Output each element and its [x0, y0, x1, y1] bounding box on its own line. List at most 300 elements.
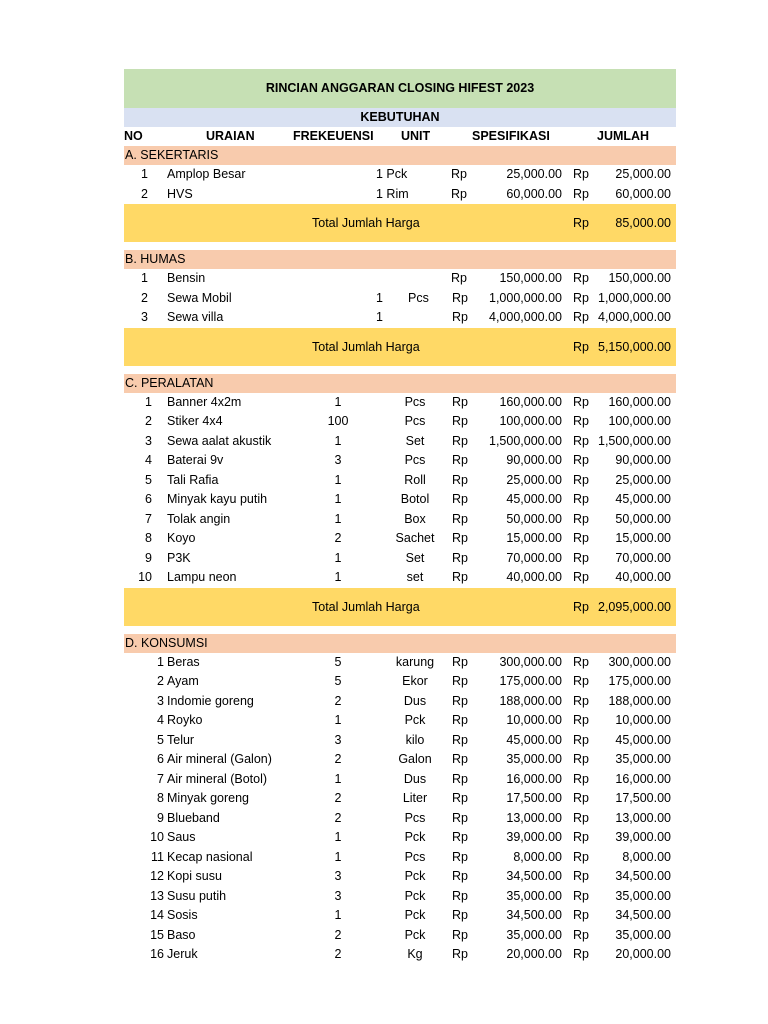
cell-unit: Ekor	[402, 674, 428, 688]
cell-rp: Rp	[573, 511, 589, 526]
cell-unit: kilo	[405, 732, 425, 747]
cell-uraian: Baterai 9v	[167, 453, 224, 467]
table-row	[124, 269, 676, 289]
table-row	[124, 731, 676, 751]
table-row	[124, 185, 676, 205]
cell-rp: Rp	[573, 453, 589, 467]
cell-frekuensi: 1	[334, 472, 342, 487]
cell-no: 15	[150, 927, 164, 942]
cell-jumlah: 39,000.00	[615, 830, 671, 844]
cell-spesifikasi: 8,000.00	[513, 849, 562, 864]
cell-jumlah: 15,000.00	[615, 531, 671, 545]
cell-uraian: Sosis	[167, 908, 198, 922]
cell-rp: Rp	[452, 531, 468, 545]
table-row	[124, 653, 676, 673]
table-row	[124, 165, 676, 185]
table-row	[124, 887, 676, 907]
cell-jumlah: 1,500,000.00	[598, 433, 671, 448]
cell-unit: Pcs	[404, 394, 426, 409]
cell-unit: Box	[404, 511, 426, 526]
cell-uraian: Sewa aalat akustik	[167, 433, 272, 448]
cell-jumlah: 150,000.00	[608, 271, 671, 285]
cell-rp: Rp	[452, 927, 468, 942]
cell-no: 10	[150, 830, 164, 844]
cell-jumlah: 45,000.00	[615, 732, 671, 747]
cell-rp: Rp	[452, 888, 468, 903]
cell-uraian: HVS	[167, 186, 193, 201]
cell-spesifikasi: 100,000.00	[499, 414, 562, 428]
cell-spesifikasi: 4,000,000.00	[489, 310, 562, 324]
table-row	[124, 412, 676, 432]
cell-rp: Rp	[452, 414, 468, 428]
total-row	[124, 588, 676, 626]
cell-spesifikasi: 20,000.00	[506, 947, 562, 961]
cell-spesifikasi: 45,000.00	[506, 492, 562, 506]
cell-spesifikasi: 10,000.00	[506, 713, 562, 727]
cell-jumlah: 40,000.00	[615, 570, 671, 584]
cell-spesifikasi: 39,000.00	[506, 830, 562, 844]
cell-unit: Pcs	[408, 290, 429, 305]
cell-uraian: Tolak angin	[167, 511, 231, 526]
table-row	[124, 451, 676, 471]
cell-rp: Rp	[573, 810, 589, 825]
cell-uraian: Stiker 4x4	[167, 414, 223, 428]
total-value: 2,095,000.00	[598, 599, 671, 614]
cell-frekuensi: 1	[334, 908, 342, 922]
cell-uraian: Bensin	[167, 271, 206, 285]
cell-jumlah: 90,000.00	[615, 453, 671, 467]
section-header	[124, 146, 676, 165]
table-row	[124, 867, 676, 887]
cell-rp: Rp	[573, 492, 589, 506]
cell-rp: Rp	[452, 791, 468, 805]
column-header-row	[124, 127, 676, 146]
cell-no: 6	[145, 492, 152, 506]
budget-sheet	[124, 69, 676, 965]
cell-frekuensi: 3	[334, 888, 342, 903]
cell-frekuensi: 2	[334, 693, 342, 708]
cell-frekuensi: 1	[376, 290, 383, 305]
cell-spesifikasi: 35,000.00	[506, 927, 562, 942]
cell-uraian: Saus	[167, 830, 196, 844]
cell-rp: Rp	[573, 791, 589, 805]
table-row	[124, 393, 676, 413]
total-value: 5,150,000.00	[598, 339, 671, 354]
cell-no: 12	[150, 869, 164, 883]
cell-jumlah: 25,000.00	[615, 472, 671, 487]
cell-rp: Rp	[452, 310, 468, 324]
cell-jumlah: 50,000.00	[615, 511, 671, 526]
cell-rp: Rp	[573, 310, 589, 324]
cell-rp: Rp	[452, 732, 468, 747]
cell-rp: Rp	[573, 830, 589, 844]
cell-frekuensi: 3	[334, 732, 342, 747]
table-row	[124, 529, 676, 549]
cell-no: 2	[157, 674, 164, 688]
cell-frekuensi: 1	[334, 394, 342, 409]
cell-no: 7	[157, 771, 164, 786]
cell-frekuensi: 3	[334, 453, 342, 467]
cell-uraian: Kopi susu	[167, 869, 222, 883]
kebutuhan-label: KEBUTUHAN	[360, 110, 440, 124]
cell-spesifikasi: 1,000,000.00	[489, 290, 562, 305]
cell-unit: Set	[405, 433, 425, 448]
sheet-title: RINCIAN ANGGARAN CLOSING HIFEST 2023	[265, 81, 535, 95]
cell-no: 3	[157, 693, 164, 708]
table-row	[124, 945, 676, 965]
table-row	[124, 848, 676, 868]
cell-frekuensi: 1	[334, 771, 342, 786]
cell-spesifikasi: 17,500.00	[506, 791, 562, 805]
total-label: Total Jumlah Harga	[312, 216, 420, 230]
cell-jumlah: 60,000.00	[615, 186, 671, 201]
cell-frekuensi: 2	[334, 752, 342, 766]
cell-jumlah: 70,000.00	[615, 550, 671, 565]
cell-rp: Rp	[573, 752, 589, 766]
cell-frekuensi: 1	[334, 433, 342, 448]
cell-uraian: Kecap nasional	[167, 849, 253, 864]
cell-uraian: P3K	[167, 550, 191, 565]
cell-no: 6	[157, 752, 164, 766]
cell-spesifikasi: 35,000.00	[506, 752, 562, 766]
cell-rp: Rp	[573, 167, 589, 181]
cell-unit: Pck	[404, 713, 426, 727]
cell-no: 16	[150, 947, 164, 961]
total-label: Total Jumlah Harga	[312, 599, 420, 614]
cell-spesifikasi: 188,000.00	[499, 693, 562, 708]
cell-frekuensi: 1	[334, 492, 342, 506]
cell-rp: Rp	[452, 433, 468, 448]
cell-spesifikasi: 16,000.00	[506, 771, 562, 786]
cell-unit: 1 Rim	[376, 186, 409, 201]
cell-unit: karung	[395, 654, 435, 669]
cell-frekuensi: 1	[334, 849, 342, 864]
cell-no: 2	[141, 290, 148, 305]
cell-rp: Rp	[573, 570, 589, 584]
cell-rp: Rp	[573, 732, 589, 747]
cell-uraian: Sewa villa	[167, 310, 224, 324]
cell-no: 13	[150, 888, 164, 903]
cell-rp: Rp	[452, 472, 468, 487]
cell-uraian: Ayam	[167, 674, 199, 688]
section-name: B. HUMAS	[125, 252, 186, 266]
cell-spesifikasi: 45,000.00	[506, 732, 562, 747]
cell-rp: Rp	[573, 654, 589, 669]
cell-jumlah: 25,000.00	[615, 167, 671, 181]
cell-spesifikasi: 90,000.00	[506, 453, 562, 467]
cell-frekuensi: 100	[327, 414, 349, 428]
cell-unit: Pck	[404, 869, 426, 883]
cell-rp: Rp	[573, 908, 589, 922]
table-row	[124, 568, 676, 588]
cell-frekuensi: 5	[334, 674, 342, 688]
cell-spesifikasi: 150,000.00	[499, 271, 562, 285]
table-row	[124, 510, 676, 530]
cell-no: 11	[151, 849, 164, 864]
cell-rp: Rp	[573, 186, 589, 201]
cell-spesifikasi: 34,500.00	[506, 908, 562, 922]
cell-jumlah: 34,500.00	[615, 869, 671, 883]
cell-frekuensi: 3	[334, 869, 342, 883]
cell-frekuensi: 2	[334, 791, 342, 805]
cell-rp: Rp	[452, 453, 468, 467]
cell-no: 5	[145, 472, 152, 487]
cell-jumlah: 13,000.00	[615, 810, 671, 825]
cell-rp: Rp	[573, 771, 589, 786]
table-row	[124, 809, 676, 829]
cell-no: 8	[157, 791, 164, 805]
title-row	[124, 69, 676, 108]
cell-unit: set	[406, 570, 424, 584]
total-row	[124, 204, 676, 242]
cell-rp: Rp	[452, 752, 468, 766]
cell-rp: Rp	[452, 290, 468, 305]
cell-rp: Rp	[573, 472, 589, 487]
cell-rp: Rp	[573, 394, 589, 409]
table-row	[124, 789, 676, 809]
cell-unit: Pck	[404, 830, 426, 844]
cell-rp: Rp	[573, 869, 589, 883]
cell-jumlah: 45,000.00	[615, 492, 671, 506]
cell-unit: Dus	[403, 693, 427, 708]
cell-no: 1	[141, 271, 148, 285]
table-row	[124, 549, 676, 569]
cell-no: 4	[157, 713, 164, 727]
cell-uraian: Telur	[167, 732, 195, 747]
cell-rp: Rp	[573, 849, 589, 864]
cell-unit: Pcs	[404, 414, 426, 428]
table-row	[124, 770, 676, 790]
cell-unit: Kg	[407, 947, 423, 961]
cell-frekuensi: 1	[334, 570, 342, 584]
cell-rp: Rp	[573, 888, 589, 903]
cell-jumlah: 20,000.00	[615, 947, 671, 961]
cell-jumlah: 8,000.00	[622, 849, 671, 864]
header-jumlah: JUMLAH	[597, 129, 650, 143]
cell-rp: Rp	[452, 654, 468, 669]
total-rp: Rp	[573, 339, 589, 354]
cell-uraian: Baso	[167, 927, 196, 942]
cell-rp: Rp	[573, 433, 589, 448]
cell-rp: Rp	[573, 693, 589, 708]
cell-jumlah: 17,500.00	[615, 791, 671, 805]
table-row	[124, 308, 676, 328]
section-header	[124, 634, 676, 653]
cell-unit: Pck	[404, 927, 426, 942]
cell-uraian: Blueband	[167, 810, 220, 825]
cell-unit: Sachet	[395, 531, 435, 545]
cell-spesifikasi: 15,000.00	[506, 531, 562, 545]
cell-no: 14	[150, 908, 164, 922]
cell-frekuensi: 1	[334, 830, 342, 844]
cell-frekuensi: 1	[334, 550, 342, 565]
kebutuhan-row	[124, 108, 676, 127]
table-row	[124, 432, 676, 452]
cell-unit: Roll	[404, 472, 426, 487]
section-header	[124, 250, 676, 269]
cell-rp: Rp	[452, 810, 468, 825]
cell-frekuensi: 2	[334, 927, 342, 942]
total-label: Total Jumlah Harga	[312, 339, 420, 354]
cell-no: 2	[145, 414, 152, 428]
cell-rp: Rp	[573, 271, 589, 285]
cell-jumlah: 100,000.00	[608, 414, 671, 428]
cell-uraian: Air mineral (Botol)	[167, 771, 268, 786]
cell-spesifikasi: 1,500,000.00	[489, 433, 562, 448]
cell-jumlah: 35,000.00	[615, 752, 671, 766]
cell-no: 7	[145, 511, 152, 526]
table-row	[124, 926, 676, 946]
cell-rp: Rp	[573, 927, 589, 942]
cell-spesifikasi: 70,000.00	[506, 550, 562, 565]
cell-uraian: Sewa Mobil	[167, 290, 232, 305]
cell-spesifikasi: 300,000.00	[499, 654, 562, 669]
cell-rp: Rp	[452, 869, 468, 883]
cell-uraian: Amplop Besar	[167, 167, 246, 181]
cell-spesifikasi: 13,000.00	[506, 810, 562, 825]
table-row	[124, 711, 676, 731]
cell-no: 10	[138, 570, 152, 584]
header-frekuensi: FREKEUENSI	[293, 129, 374, 143]
cell-frekuensi: 2	[334, 810, 342, 825]
cell-unit: Galon	[398, 752, 432, 766]
cell-jumlah: 35,000.00	[615, 888, 671, 903]
total-rp: Rp	[573, 599, 589, 614]
cell-spesifikasi: 160,000.00	[499, 394, 562, 409]
table-row	[124, 289, 676, 309]
cell-jumlah: 4,000,000.00	[598, 310, 671, 324]
cell-rp: Rp	[451, 167, 467, 181]
cell-rp: Rp	[452, 492, 468, 506]
total-row	[124, 328, 676, 366]
cell-jumlah: 188,000.00	[608, 693, 671, 708]
header-no: NO	[124, 129, 143, 143]
cell-rp: Rp	[452, 908, 468, 922]
cell-rp: Rp	[452, 550, 468, 565]
cell-uraian: Minyak kayu putih	[167, 492, 268, 506]
cell-spesifikasi: 25,000.00	[506, 167, 562, 181]
cell-uraian: Susu putih	[167, 888, 227, 903]
total-value: 85,000.00	[615, 216, 671, 230]
section-header	[124, 374, 676, 393]
cell-unit: Botol	[400, 492, 430, 506]
cell-rp: Rp	[452, 693, 468, 708]
cell-unit: Pck	[404, 888, 426, 903]
cell-rp: Rp	[452, 674, 468, 688]
cell-frekuensi: 2	[334, 947, 342, 961]
cell-no: 9	[145, 550, 152, 565]
cell-spesifikasi: 50,000.00	[506, 511, 562, 526]
cell-frekuensi: 2	[334, 531, 342, 545]
cell-uraian: Jeruk	[167, 947, 198, 961]
cell-no: 2	[141, 186, 148, 201]
cell-uraian: Royko	[167, 713, 203, 727]
cell-unit: Set	[405, 550, 425, 565]
cell-rp: Rp	[452, 830, 468, 844]
cell-unit: Liter	[402, 791, 428, 805]
cell-frekuensi: 1	[334, 511, 342, 526]
cell-no: 1	[141, 167, 148, 181]
cell-rp: Rp	[573, 414, 589, 428]
table-row	[124, 750, 676, 770]
cell-unit: Pcs	[404, 810, 426, 825]
cell-frekuensi: 1	[334, 713, 342, 727]
cell-jumlah: 16,000.00	[615, 771, 671, 786]
cell-rp: Rp	[452, 771, 468, 786]
cell-unit: Pck	[404, 908, 426, 922]
cell-rp: Rp	[451, 186, 467, 201]
cell-uraian: Lampu neon	[167, 570, 237, 584]
header-spesifikasi: SPESIFIKASI	[472, 129, 550, 143]
section-name: C. PERALATAN	[125, 375, 214, 390]
cell-jumlah: 35,000.00	[615, 927, 671, 942]
cell-spesifikasi: 175,000.00	[499, 674, 562, 688]
table-row	[124, 692, 676, 712]
cell-rp: Rp	[452, 570, 468, 584]
cell-jumlah: 175,000.00	[608, 674, 671, 688]
cell-unit: 1 Pck	[376, 167, 408, 181]
table-row	[124, 828, 676, 848]
cell-rp: Rp	[451, 271, 467, 285]
cell-jumlah: 34,500.00	[615, 908, 671, 922]
cell-spesifikasi: 40,000.00	[506, 570, 562, 584]
cell-rp: Rp	[573, 674, 589, 688]
section-name: D. KONSUMSI	[125, 635, 208, 650]
cell-uraian: Air mineral (Galon)	[167, 752, 272, 766]
cell-spesifikasi: 34,500.00	[506, 869, 562, 883]
cell-rp: Rp	[573, 947, 589, 961]
cell-no: 1	[157, 654, 164, 669]
header-unit: UNIT	[401, 129, 431, 143]
cell-uraian: Koyo	[167, 531, 196, 545]
cell-rp: Rp	[452, 849, 468, 864]
cell-unit: Dus	[403, 771, 427, 786]
cell-uraian: Indomie goreng	[167, 693, 254, 708]
cell-rp: Rp	[452, 511, 468, 526]
cell-frekuensi: 5	[334, 654, 342, 669]
cell-no: 4	[145, 453, 152, 467]
cell-uraian: Beras	[167, 654, 200, 669]
table-row	[124, 490, 676, 510]
cell-unit: Pcs	[404, 453, 426, 467]
cell-rp: Rp	[452, 947, 468, 961]
cell-jumlah: 160,000.00	[608, 394, 671, 409]
cell-rp: Rp	[452, 713, 468, 727]
cell-uraian: Banner 4x2m	[167, 394, 242, 409]
cell-rp: Rp	[573, 531, 589, 545]
cell-no: 3	[141, 310, 148, 324]
cell-jumlah: 10,000.00	[615, 713, 671, 727]
cell-spesifikasi: 35,000.00	[506, 888, 562, 903]
cell-uraian: Tali Rafia	[167, 472, 219, 487]
cell-no: 5	[157, 732, 164, 747]
cell-rp: Rp	[452, 394, 468, 409]
table-row	[124, 471, 676, 491]
section-name: A. SEKERTARIS	[125, 148, 219, 162]
cell-rp: Rp	[573, 550, 589, 565]
cell-frekuensi: 1	[376, 310, 383, 324]
cell-no: 1	[145, 394, 152, 409]
total-rp: Rp	[573, 216, 589, 230]
cell-rp: Rp	[573, 290, 589, 305]
cell-uraian: Minyak goreng	[167, 791, 249, 805]
cell-jumlah: 1,000,000.00	[598, 290, 671, 305]
table-row	[124, 672, 676, 692]
cell-unit: Pcs	[404, 849, 426, 864]
header-uraian: URAIAN	[206, 129, 255, 143]
cell-rp: Rp	[573, 713, 589, 727]
cell-spesifikasi: 25,000.00	[506, 472, 562, 487]
